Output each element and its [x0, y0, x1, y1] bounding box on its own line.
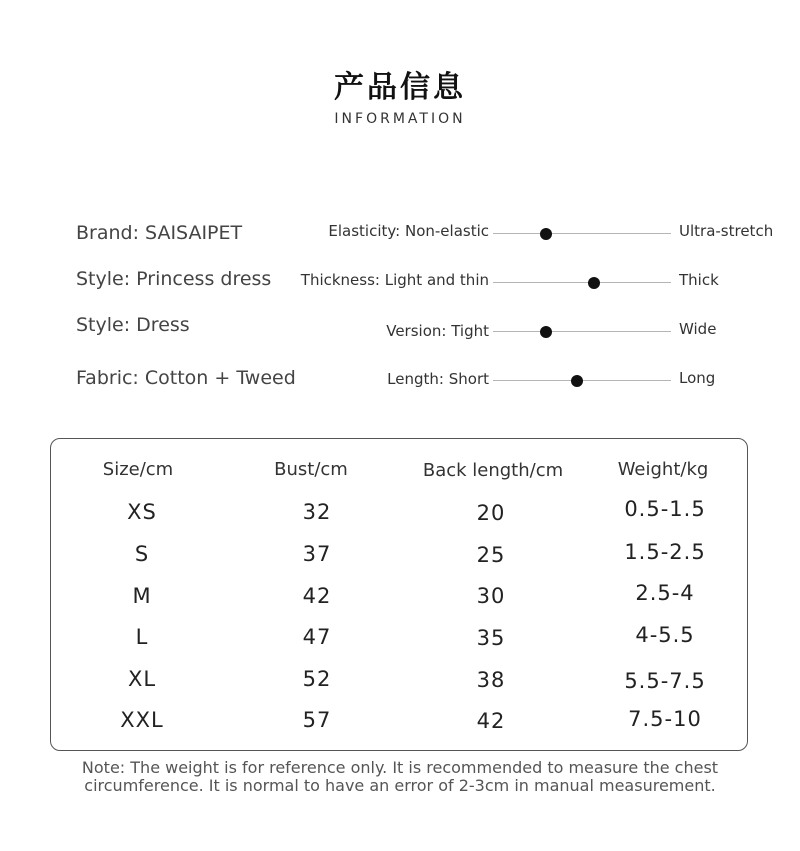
- weight-cell: 7.5-10: [628, 707, 702, 731]
- size-cell: M: [132, 584, 152, 608]
- scale-track: [493, 331, 671, 332]
- bust-cell: 42: [302, 584, 332, 608]
- scale-indicator-dot: [571, 375, 583, 387]
- scale-left-label: Thickness: Light and thin: [300, 271, 489, 289]
- scale-indicator-dot: [588, 277, 600, 289]
- bust-cell: 47: [302, 625, 332, 649]
- scale-indicator-dot: [540, 326, 552, 338]
- bust-cell: 52: [302, 667, 332, 691]
- table-header-weight: Weight/kg: [617, 459, 709, 480]
- table-header-size: Size/cm: [102, 459, 174, 480]
- size-cell: S: [134, 542, 150, 566]
- scale-indicator-dot: [540, 228, 552, 240]
- scale-track: [493, 233, 671, 234]
- weight-cell: 0.5-1.5: [624, 497, 706, 521]
- note-line: circumference. It is normal to have an error of 2-3cm in manual measurement.: [84, 776, 716, 795]
- style-attribute: Style: Dress: [76, 314, 190, 336]
- scale-right-label: Wide: [679, 320, 717, 338]
- scale-right-label: Ultra-stretch: [679, 222, 774, 240]
- weight-cell: 5.5-7.5: [624, 669, 706, 693]
- note-line: Note: The weight is for reference only. It is recommended to measure the chest: [81, 758, 719, 777]
- weight-cell: 4-5.5: [635, 623, 695, 647]
- size-cell: XS: [127, 500, 157, 524]
- scale-left-label: Version: Tight: [386, 322, 489, 340]
- size-table: [50, 438, 748, 751]
- back-length-cell: 25: [476, 543, 506, 567]
- weight-cell: 2.5-4: [635, 581, 695, 605]
- scale-track: [493, 282, 671, 283]
- measurement-note: [0, 759, 800, 795]
- weight-cell: 1.5-2.5: [624, 540, 706, 564]
- back-length-cell: 20: [476, 501, 506, 525]
- bust-cell: 37: [302, 542, 332, 566]
- bust-cell: 32: [302, 500, 332, 524]
- back-length-cell: 30: [476, 584, 506, 608]
- back-length-cell: 42: [476, 709, 506, 733]
- page-subtitle: INFORMATION: [334, 111, 466, 127]
- back-length-cell: 38: [476, 668, 506, 692]
- bust-cell: 57: [302, 708, 332, 732]
- page-title: 产品信息: [334, 70, 466, 105]
- size-cell: L: [135, 625, 149, 649]
- scale-right-label: Thick: [679, 271, 719, 289]
- brand-attribute: Brand: SAISAIPET: [76, 222, 243, 244]
- size-cell: XL: [127, 667, 157, 691]
- scale-right-label: Long: [679, 369, 716, 387]
- style-attribute: Style: Princess dress: [76, 268, 272, 290]
- table-header-bust: Bust/cm: [274, 459, 348, 480]
- back-length-cell: 35: [476, 626, 506, 650]
- scale-left-label: Elasticity: Non-elastic: [328, 222, 489, 240]
- size-cell: XXL: [120, 708, 164, 732]
- table-header-back-length: Back length/cm: [422, 460, 564, 481]
- fabric-attribute: Fabric: Cotton + Tweed: [76, 367, 296, 389]
- scale-left-label: Length: Short: [387, 370, 489, 388]
